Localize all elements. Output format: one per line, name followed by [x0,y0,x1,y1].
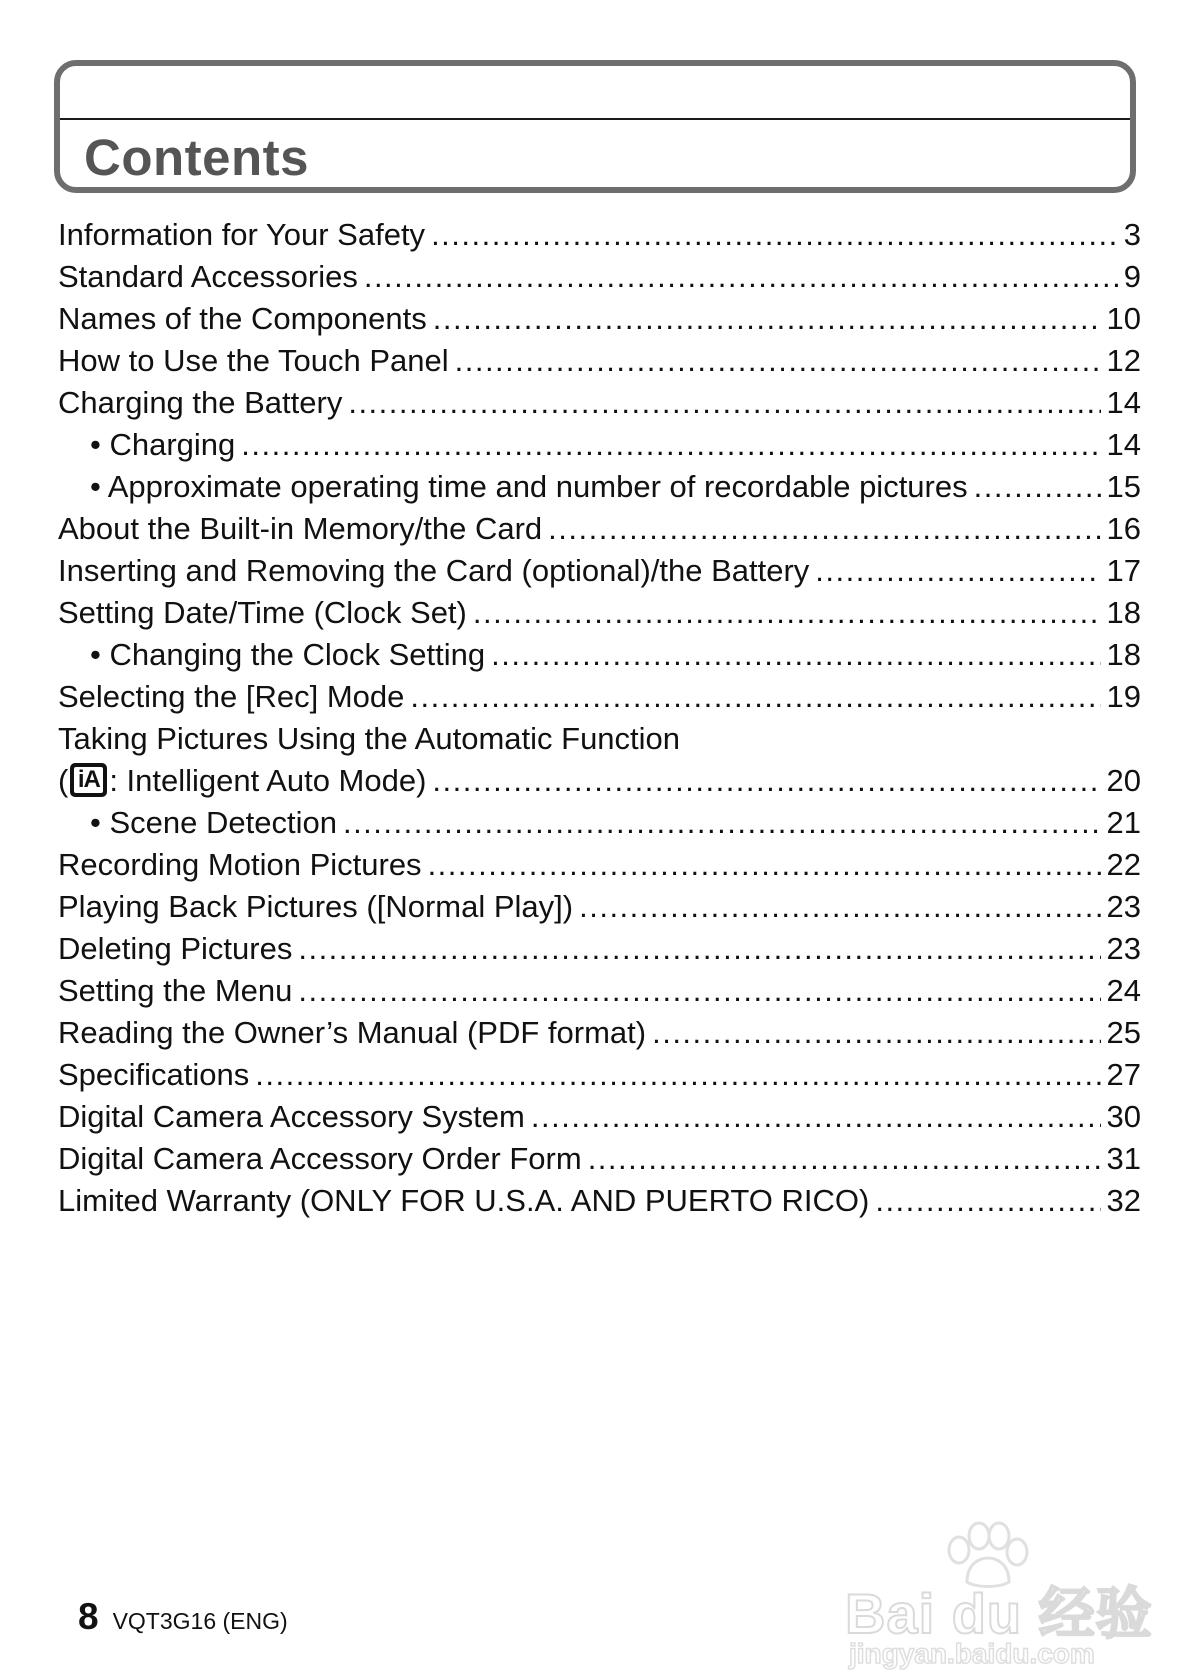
toc-entry[interactable] [58,676,1141,718]
toc-entry-label: Inserting and Removing the Card (optional)/the Battery [58,553,810,588]
toc-entry-label: Playing Back Pictures ([Normal Play]) [58,889,574,924]
toc-leader-dots [491,634,1100,676]
toc-entry[interactable] [58,214,1141,256]
toc-entry-label: Digital Camera Accessory System [58,1099,525,1134]
baidu-watermark [845,1520,1153,1670]
toc-entry-page: 21 [1106,805,1141,840]
toc-leader-dots [455,340,1101,382]
toc-entry-label: Information for Your Safety [58,217,426,252]
toc-leader-dots [431,214,1118,256]
footer-page-number: 8 [78,1596,99,1637]
toc-entry-label: • Charging [90,427,236,462]
page-footer [78,1596,288,1638]
toc-leader-dots [255,1054,1100,1096]
toc-entry[interactable] [58,298,1141,340]
toc-entry-page: 12 [1106,343,1141,378]
toc-entry-label: Digital Camera Accessory Order Form [58,1141,582,1176]
toc-leader-dots [579,886,1100,928]
toc-entry[interactable] [58,382,1141,424]
watermark-logo-text: Bai du 经验 [845,1582,1153,1645]
toc-entry[interactable] [58,928,1141,970]
table-of-contents [58,214,1141,1222]
toc-entry[interactable] [58,1096,1141,1138]
toc-entry-label: Reading the Owner’s Manual (PDF format) [58,1015,647,1050]
toc-subentry[interactable] [58,634,1141,676]
toc-entry[interactable] [58,256,1141,298]
toc-leader-dots [432,760,1100,802]
intelligent-auto-icon [70,763,107,797]
toc-leader-dots [241,424,1100,466]
toc-leader-dots [343,802,1101,844]
toc-entry-label: Standard Accessories [58,259,358,294]
toc-entry-page: 18 [1106,595,1141,630]
toc-entry-label: Names of the Components [58,301,427,336]
toc-leader-dots [473,592,1101,634]
toc-entry-page: 17 [1106,553,1141,588]
toc-leader-dots [588,1138,1101,1180]
toc-entry-label: Limited Warranty (ONLY FOR U.S.A. AND PUERTO RICO) [58,1183,870,1218]
toc-entry-label: Taking Pictures Using the Automatic Function [58,721,681,756]
toc-entry-page: 23 [1106,931,1141,966]
toc-entry-label: Setting the Menu [58,973,293,1008]
toc-entry-label: Recording Motion Pictures [58,847,422,882]
toc-subentry[interactable] [58,466,1141,508]
toc-leader-dots [298,970,1100,1012]
page-title: Contents [84,129,309,186]
toc-entry-page: 18 [1106,637,1141,672]
toc-entry-label: • Changing the Clock Setting [90,637,486,672]
toc-leader-dots [652,1012,1100,1054]
toc-leader-dots [298,928,1100,970]
toc-leader-dots [348,382,1100,424]
toc-entry-label: • Approximate operating time and number of recordable pictures [90,469,968,504]
toc-entry[interactable] [58,1138,1141,1180]
footer-doc-code: VQT3G16 (ENG) [112,1608,288,1634]
toc-leader-dots [428,844,1101,886]
toc-entry-page: 16 [1106,511,1141,546]
toc-entry-page: 10 [1106,301,1141,336]
toc-entry[interactable] [58,592,1141,634]
toc-entry-page: 25 [1106,1015,1141,1050]
toc-entry-label: Selecting the [Rec] Mode [58,679,405,714]
toc-entry-label: Specifications [58,1057,250,1092]
toc-entry[interactable] [58,550,1141,592]
toc-entry-page: 14 [1106,385,1141,420]
toc-leader-dots [815,550,1100,592]
contents-header-box [54,60,1136,193]
toc-entry-page: 20 [1106,763,1141,798]
toc-entry[interactable] [58,1012,1141,1054]
toc-entry-page: 32 [1106,1183,1141,1218]
toc-subentry[interactable] [58,424,1141,466]
toc-entry[interactable] [58,970,1141,1012]
toc-entry[interactable] [58,1180,1141,1222]
toc-entry[interactable] [58,844,1141,886]
toc-entry-page: 24 [1106,973,1141,1008]
intelligent-auto-icon-text: iA [74,767,103,793]
toc-entry[interactable] [58,340,1141,382]
toc-leader-dots [974,466,1101,508]
toc-leader-dots [410,676,1100,718]
toc-entry[interactable] [58,1054,1141,1096]
toc-entry-page: 15 [1106,469,1141,504]
toc-entry-page: 31 [1106,1141,1141,1176]
toc-entry-label: • Scene Detection [90,805,337,840]
toc-entry-page: 22 [1106,847,1141,882]
toc-entry-page: 30 [1106,1099,1141,1134]
toc-entry-label: About the Built-in Memory/the Card [58,511,543,546]
toc-entry-page: 23 [1106,889,1141,924]
toc-entry-label: How to Use the Touch Panel [58,343,449,378]
toc-entry-page: 19 [1106,679,1141,714]
toc-entry-auto-line2[interactable] [58,760,1141,802]
toc-entry-label [58,760,426,802]
open-paren: ( [58,763,69,798]
toc-entry-page: 3 [1123,217,1141,252]
watermark-url: jingyan.baidu.com [849,1638,1095,1669]
toc-entry-auto-line1[interactable] [58,718,1141,760]
toc-entry-label: Charging the Battery [58,385,343,420]
toc-entry-page: 27 [1106,1057,1141,1092]
header-rule [60,118,1130,120]
toc-entry[interactable] [58,886,1141,928]
toc-leader-dots [433,298,1101,340]
intelligent-auto-label: : Intelligent Auto Mode) [109,763,427,798]
toc-leader-dots [875,1180,1100,1222]
toc-entry[interactable] [58,508,1141,550]
toc-entry-page: 14 [1106,427,1141,462]
toc-leader-dots [364,256,1118,298]
toc-leader-dots [531,1096,1101,1138]
toc-entry-label: Setting Date/Time (Clock Set) [58,595,467,630]
toc-entry-label: Deleting Pictures [58,931,293,966]
toc-leader-dots [548,508,1100,550]
toc-entry-page: 9 [1123,259,1141,294]
toc-subentry[interactable] [58,802,1141,844]
